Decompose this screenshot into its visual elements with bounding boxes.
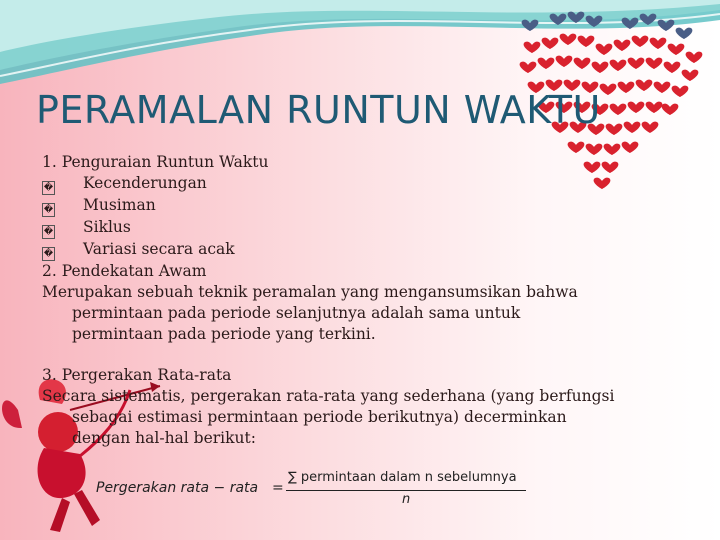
bullet-item <box>42 195 702 217</box>
formula-numerator: ∑ permintaan dalam n sebelumnya <box>288 470 517 485</box>
section3-line: dengan hal-hal berikut: <box>72 429 256 447</box>
bullet-label: Kecenderungan <box>83 174 207 192</box>
bullet-label: Musiman <box>83 196 156 214</box>
bullet-label: Siklus <box>83 218 131 236</box>
section2-line: Merupakan sebuah teknik peramalan yang mengansumsikan bahwa <box>42 283 578 301</box>
section2-line: permintaan pada periode yang terkini. <box>72 325 376 343</box>
section2-line: permintaan pada periode selanjutnya adalah sama untuk <box>72 304 521 322</box>
bullet-label: Variasi secara acak <box>83 240 235 258</box>
spacer <box>42 345 702 365</box>
bullet-square-icon: � <box>43 227 54 237</box>
section3-line: sebagai estimasi permintaan periode berikutnya) decerminkan <box>72 408 567 426</box>
formula-denominator: n <box>402 492 411 507</box>
bullet-square-icon: � <box>43 249 54 259</box>
fraction-bar <box>286 490 526 491</box>
bullet-square-icon: � <box>43 183 54 193</box>
formula-equals: = <box>272 480 284 496</box>
bullet-item <box>42 239 702 261</box>
formula-lhs: Pergerakan rata − rata <box>96 480 259 496</box>
moving-average-formula <box>96 470 536 510</box>
section3-heading: 3. Pergerakan Rata-rata <box>42 366 232 384</box>
section2-heading: 2. Pendekatan Awam <box>42 262 207 280</box>
slide-title: PERAMALAN RUNTUN WAKTU <box>36 88 601 132</box>
slide-body <box>42 152 702 449</box>
bullet-item <box>42 173 702 195</box>
bullet-square-icon: � <box>43 205 54 215</box>
section3-line: Secara sistematis, pergerakan rata-rata yang sederhana (yang berfungsi <box>42 387 615 405</box>
bullet-item <box>42 217 702 239</box>
section1-heading: 1. Penguraian Runtun Waktu <box>42 153 269 171</box>
